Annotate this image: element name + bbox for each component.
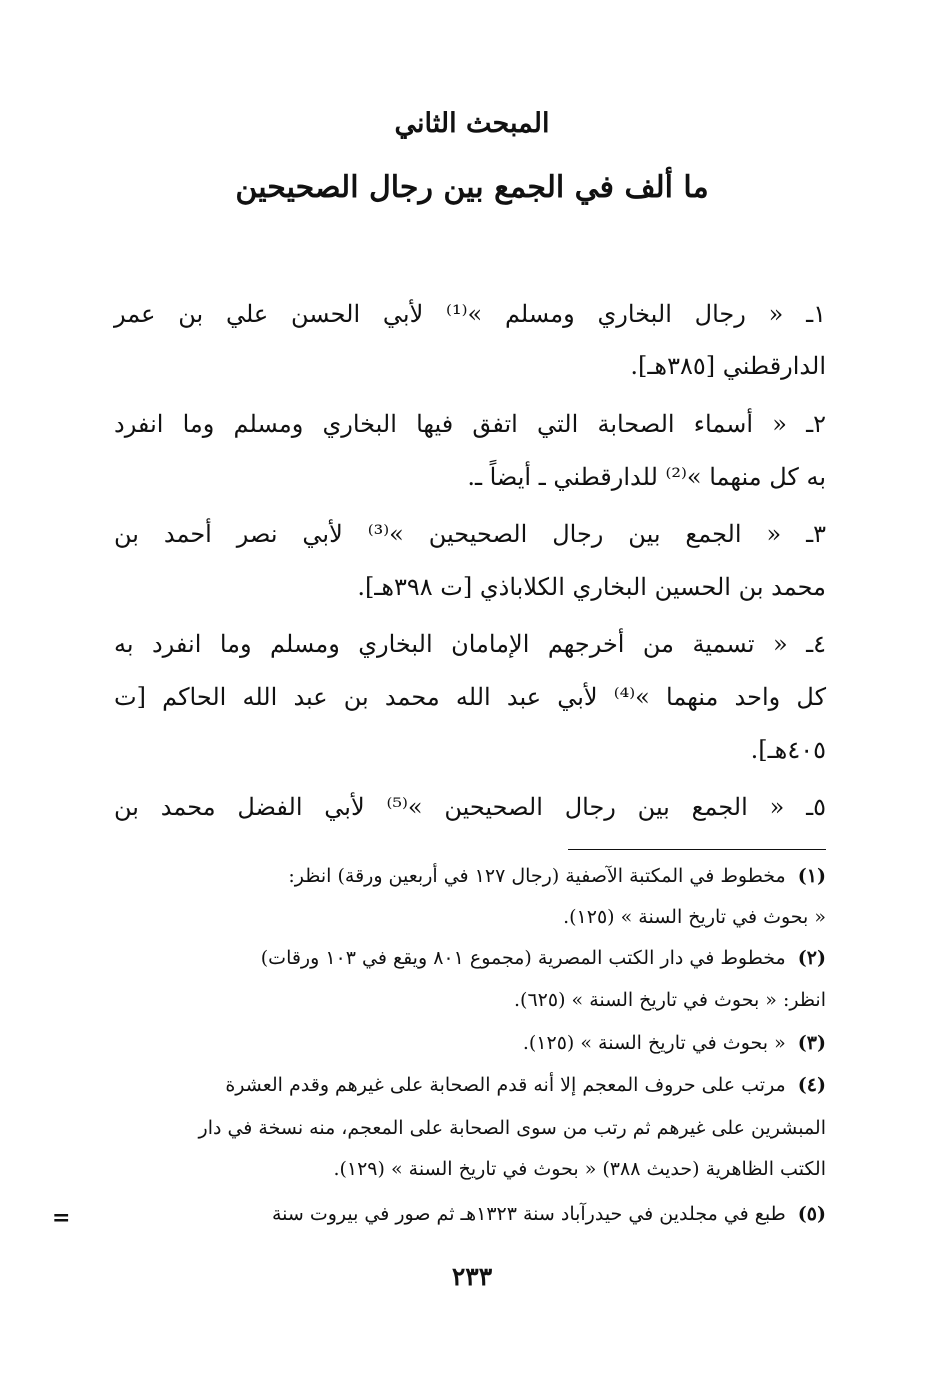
footnote-4-line-1: مرتب على حروف المعجم إلا أنه قدم الصحابة على غيرهم وقدم العشرة [225,1074,786,1096]
item-2-line-2: به كل منهما »⁽²⁾ للدارقطني ـ أيضاً ـ. [467,463,826,491]
item-3-line-2: محمد بن الحسين البخاري الكلاباذي [ت ٣٩٨هـ]. [357,573,826,601]
item-1-line-2: الدارقطني [٣٨٥هـ]. [630,352,826,380]
footnote-4-line-2: المبشرين على غيرهم ثم رتب من سوى الصحابة على المعجم، منه نسخة في دار [198,1117,826,1139]
section-heading: المبحث الثاني [394,108,550,139]
page-number: ٢٣٣ [451,1262,493,1291]
footnote-4-number: (٤) [797,1074,826,1096]
continuation-mark: = [52,1205,71,1231]
footnote-separator [568,849,826,850]
footnote-1-line-1: مخطوط في المكتبة الآصفية (رجال ١٢٧ في أربعين ورقة) انظر: [288,865,786,887]
footnote-3-line-1: « بحوث في تاريخ السنة » (١٢٥). [522,1032,786,1054]
footnote-2-line-1: مخطوط في دار الكتب المصرية (مجموع ٨٠١ ويقع في ١٠٣ ورقات) [260,947,786,969]
footnote-5-number: (٥) [797,1203,826,1225]
footnote-2-line-2: انظر: « بحوث في تاريخ السنة » (٦٢٥). [514,989,826,1011]
footnote-4 [116,1069,826,1101]
item-4-line-1: ٤ـ « تسمية من أخرجهم الإمامان البخاري ومسلم وما انفرد به [114,630,826,658]
footnote-5-line-1: طبع في مجلدين في حيدرآباد سنة ١٣٢٣هـ ثم صور في بيروت سنة [271,1203,786,1225]
footnote-3-number: (٣) [797,1032,826,1054]
item-4-line-2: كل واحد منهما »⁽⁴⁾ لأبي عبد الله محمد بن عبد الله الحاكم [ت [114,683,826,711]
footnote-4-line-3: الكتب الظاهرية (حديث ٣٨٨) « بحوث في تاريخ السنة » (١٢٩). [333,1158,826,1180]
item-1-line-1: ١ـ « رجال البخاري ومسلم »⁽¹⁾ لأبي الحسن علي بن عمر [114,300,827,328]
footnote-5 [116,1198,826,1230]
footnote-3 [116,1027,826,1059]
item-5-line-1: ٥ـ « الجمع بين رجال الصحيحين »⁽⁵⁾ لأبي الفضل محمد بن [114,793,826,821]
footnote-2 [116,942,826,974]
footnote-1-line-2: « بحوث في تاريخ السنة » (١٢٥). [563,906,826,928]
footnote-1-number: (١) [797,865,826,887]
item-3-line-1: ٣ـ « الجمع بين رجال الصحيحين »⁽³⁾ لأبي نصر أحمد بن [114,520,826,548]
item-4-line-3: ٤٠٥هـ]. [750,736,826,764]
chapter-title: ما ألف في الجمع بين رجال الصحيحين [235,170,709,205]
footnote-2-number: (٢) [797,947,826,969]
footnote-1 [116,860,826,892]
item-2-line-1: ٢ـ « أسماء الصحابة التي اتفق فيها البخاري ومسلم وما انفرد [114,410,826,438]
